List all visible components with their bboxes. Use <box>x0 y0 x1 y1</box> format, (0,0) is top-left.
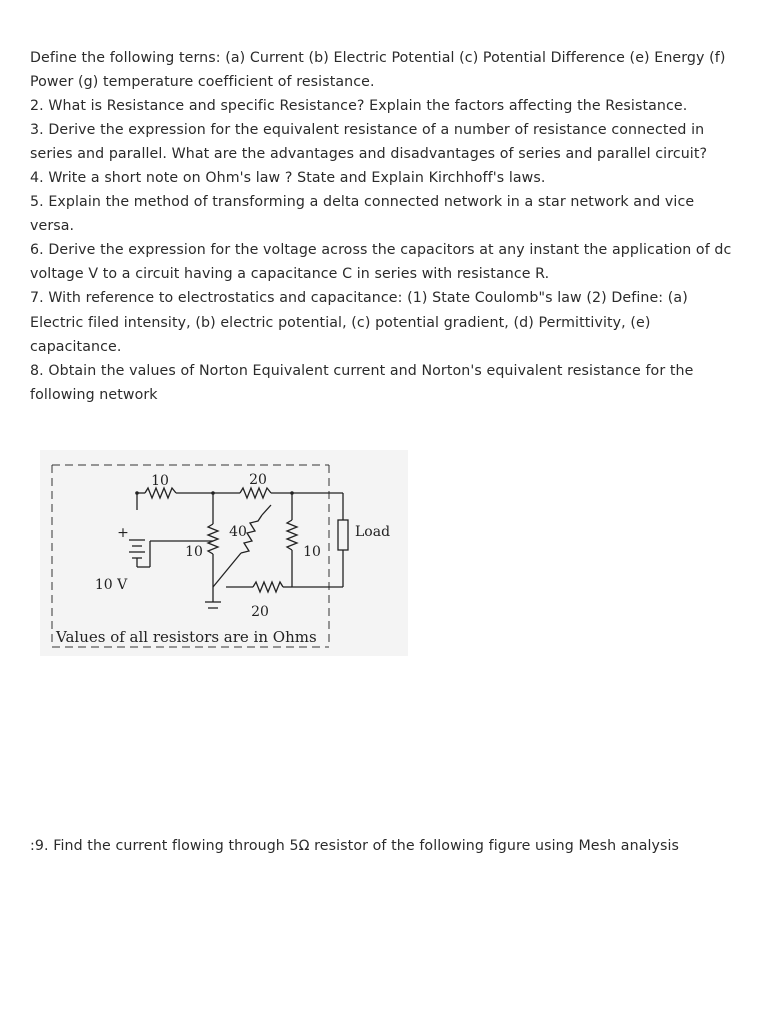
label-r-top-right: 20 <box>249 472 267 488</box>
label-r-vertical-left: 10 <box>185 544 203 560</box>
circuit-figure <box>40 450 408 656</box>
question-7: 7. With reference to electrostatics and capacitance: (1) State Coulomb"s law (2) Define: (a) Electric filed intensity, (b) electric potential, (c) potential gradient, (d) Permittivity, (e) capacitance. <box>30 290 688 355</box>
circuit-diagram <box>40 450 408 656</box>
source-plus-label: + <box>117 525 129 541</box>
label-r-diagonal: 40 <box>229 524 247 540</box>
question-5: 5. Explain the method of transforming a delta connected network in a star network and vice versa. <box>30 194 695 235</box>
label-r-bottom: 20 <box>251 604 269 620</box>
source-value-label: 10 V <box>94 577 128 593</box>
label-r-vertical-right: 10 <box>303 544 321 560</box>
question-3: 3. Derive the expression for the equivalent resistance of a number of resistance connected in series and parallel. What are the advantages and disadvantages of series and parallel circuit? <box>30 122 708 163</box>
question-4: 4. Write a short note on Ohm's law ? State and Explain Kirchhoff's laws. <box>30 170 546 187</box>
question-2: 2. What is Resistance and specific Resistance? Explain the factors affecting the Resistance. <box>30 98 688 115</box>
question-6: 6. Derive the expression for the voltage across the capacitors at any instant the application of dc voltage V to a circuit having a capacitance C in series with resistance R. <box>30 242 732 283</box>
load-label: Load <box>355 524 391 540</box>
question-9: :9. Find the current flowing through 5Ω resistor of the following figure using Mesh analysis <box>30 838 680 854</box>
label-r-top-left: 10 <box>151 473 169 489</box>
question-1: Define the following terns: (a) Current (b) Electric Potential (c) Potential Difference (e) Energy (f) Power (g) temperature coefficient of resistance. <box>30 50 726 91</box>
question-8: 8. Obtain the values of Norton Equivalent current and Norton's equivalent resistance for the following network <box>30 362 694 403</box>
figure-caption: Values of all resistors are in Ohms <box>56 628 317 646</box>
questions-text <box>30 46 742 407</box>
